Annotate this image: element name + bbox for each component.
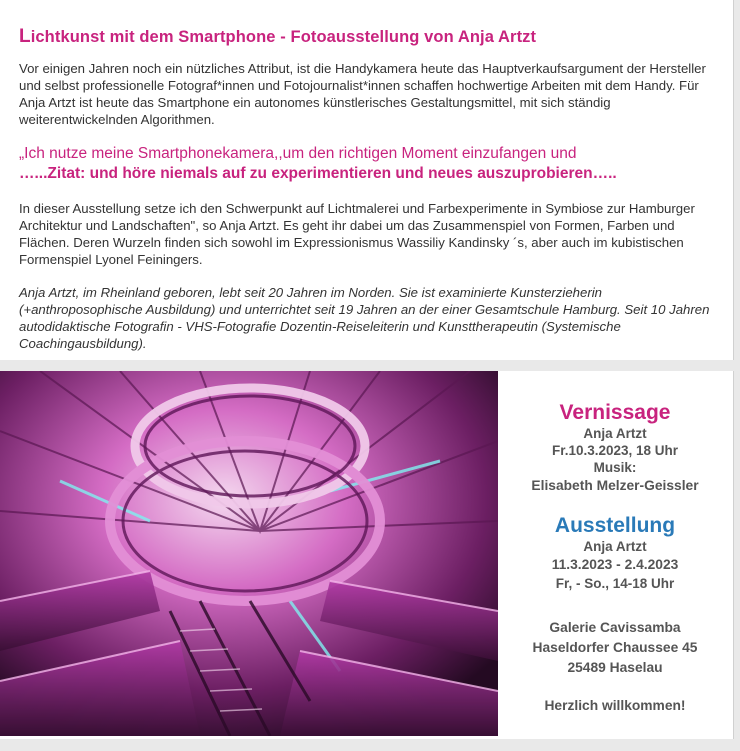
exhibition-paragraph: In dieser Ausstellung setze ich den Schwerpunkt auf Lichtmalerei und Farbexperimente in Symbiose zur Hamburger Architektur und Landschaften", so Anja Artzt. Es geht ihr dabei um das Zusammenspiel von Formen, Farben und Flächen. Deren Wurzeln finden sich sowohl im Expressionismus Wassiliy Kandinsky ´s, aber auch im kubistischen Formenspiel Lyonel Feiningers.	[19, 201, 695, 267]
exhibition-artist: Anja Artzt	[583, 539, 647, 554]
music-label: Musik:	[593, 460, 637, 475]
musician-name: Elisabeth Melzer-Geissler	[531, 478, 699, 493]
spacer	[500, 592, 730, 618]
spacer	[500, 678, 730, 696]
event-card	[0, 371, 734, 739]
vernissage-heading: Vernissage	[559, 401, 671, 424]
article-card	[0, 0, 734, 360]
welcome-text: Herzlich willkommen!	[544, 698, 686, 713]
vernissage-artist: Anja Artzt	[583, 426, 647, 441]
photo-artwork	[0, 371, 498, 736]
event-info	[500, 371, 730, 736]
quote-line-1: „Ich nutze meine Smartphonekamera,,um den richtigen Moment einzufangen und	[19, 145, 577, 162]
title-text: ichtkunst mit dem Smartphone - Fotoausstellung von Anja Artzt	[30, 28, 537, 46]
title-initial: L	[19, 26, 31, 47]
venue-street: Haseldorfer Chaussee 45	[532, 640, 698, 655]
venue-name: Galerie Cavissamba	[549, 620, 681, 635]
vernissage-date: Fr.10.3.2023, 18 Uhr	[551, 443, 679, 458]
architecture-photo	[0, 371, 498, 736]
exhibition-heading: Ausstellung	[554, 514, 676, 537]
artist-quote	[19, 144, 711, 184]
quote-line-2: …...Zitat: und höre niemals auf zu experimentieren und neues auszuprobieren…..	[19, 165, 617, 182]
exhibition-hours: Fr, - So., 14-18 Uhr	[555, 576, 675, 591]
intro-paragraph: Vor einigen Jahren noch ein nützliches Attribut, ist die Handykamera heute das Hauptverkaufsargument der Hersteller und selbst professionelle Fotograf*innen und Fotojournalist*innen schaffen hochwertige Arbeiten mit dem Handy. Für Anja Artzt ist heute das Smartphone ein autonomes künstlerisches Gestaltungsmittel, mit sich ständig weiterentwickelnden Algorithmen.	[19, 61, 706, 127]
article-title	[19, 26, 711, 48]
venue-city: 25489 Haselau	[567, 660, 663, 675]
artist-bio: Anja Artzt, im Rheinland geboren, lebt seit 20 Jahren im Norden. Sie ist examinierte Kunsterzieherin (+anthroposophische Ausbildung) und unterrichtet seit 19 Jahren an der einer Gesamtschule Hamburg. Seit 10 Jahren autodidaktische Fotografin - VHS-Fotografie Dozentin-Reiseleiterin und Kunsttherapeutin (Systemische Coachingausbildung).	[19, 285, 710, 351]
exhibition-dates: 11.3.2023 - 2.4.2023	[551, 557, 679, 572]
